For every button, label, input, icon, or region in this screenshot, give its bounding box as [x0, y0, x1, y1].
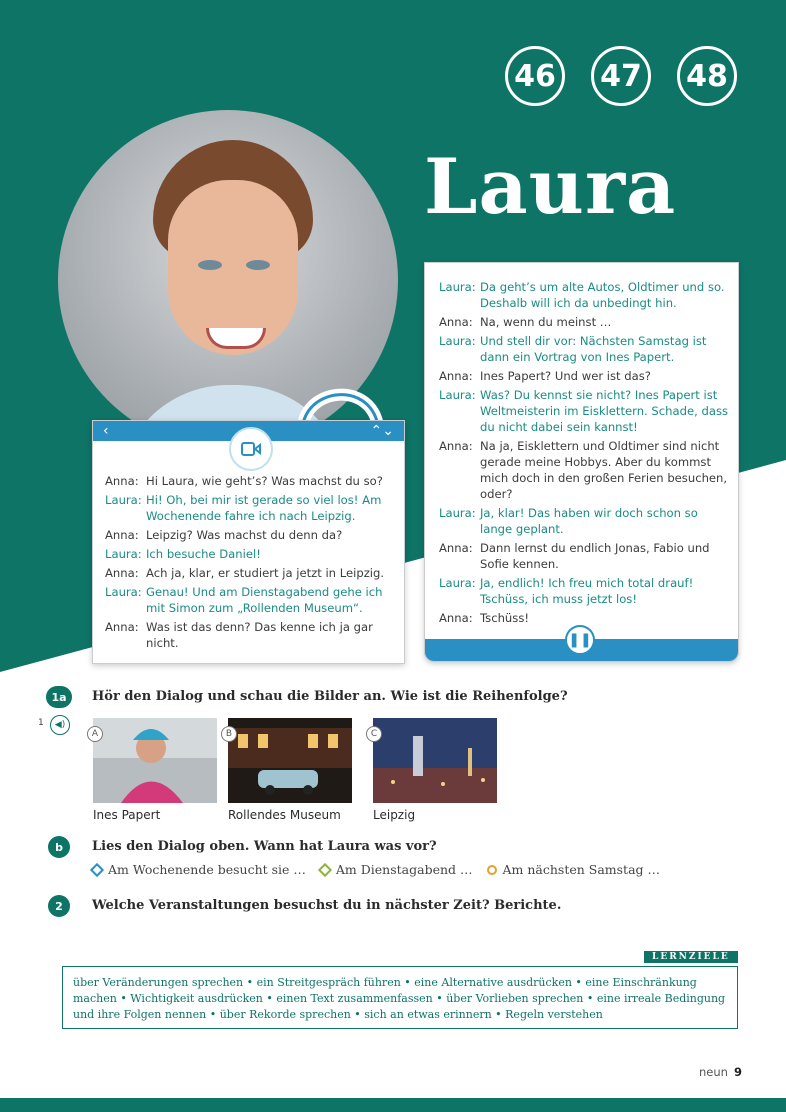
- unit-number-48: 48: [677, 46, 737, 106]
- dialog-line: [105, 619, 395, 651]
- speaker-label: Laura:: [439, 388, 476, 402]
- dialog-line: [439, 438, 729, 502]
- dialog-line: [105, 473, 395, 489]
- picture-ines-papert: [93, 718, 217, 803]
- speaker-label: Anna:: [439, 369, 473, 383]
- dialog-text: Und stell dir vor: Nächsten Samstag ist dann ein Vortrag von Ines Papert.: [480, 334, 707, 364]
- speaker-label: Anna:: [439, 611, 473, 625]
- speaker-label: Laura:: [105, 493, 142, 507]
- task-b-instruction: Lies den Dialog oben. Wann hat Laura was vor?: [92, 839, 437, 854]
- video-camera-icon: [241, 442, 261, 456]
- dialog-text: Hi! Oh, bei mir ist gerade so viel los! Am Wochenende fahre ich nach Leipzig.: [146, 493, 382, 523]
- picture-letter-c: C: [366, 726, 382, 742]
- tablet-chat-window: [424, 262, 739, 662]
- task-number-b: b: [48, 836, 70, 858]
- dialog-text: Tschüss!: [480, 611, 530, 625]
- option-wochenende: Am Wochenende besucht sie …: [92, 862, 306, 877]
- unit-number-47: 47: [591, 46, 651, 106]
- page-title: Laura: [424, 142, 677, 231]
- page-number: neun 9: [699, 1065, 742, 1079]
- speaker-label: Anna:: [439, 439, 473, 453]
- task-number-2: 2: [48, 895, 70, 917]
- dialog-line: [105, 565, 395, 581]
- task-1a-instruction: Hör den Dialog und schau die Bilder an. Wie ist die Reihenfolge?: [92, 689, 568, 704]
- dialog-text: Was? Du kennst sie nicht? Ines Papert ist Weltmeisterin im Eisklettern. Schade, dass du nicht dabei sein kannst!: [480, 388, 729, 434]
- speaker-label: Anna:: [105, 474, 139, 488]
- dialog-text: Leipzig? Was machst du denn da?: [146, 528, 343, 542]
- dialog-text: Na ja, Eisklettern und Oldtimer sind nicht gerade meine Hobbys. Aber du kommst mich doch in den großen Ferien besuchen, oder?: [480, 439, 728, 501]
- dialog-line: [439, 279, 729, 311]
- unit-number-46: 46: [505, 46, 565, 106]
- dialog-text: Da geht’s um alte Autos, Oldtimer und so. Deshalb will ich da unbedingt hin.: [480, 280, 725, 310]
- caption-ines-papert: Ines Papert: [93, 808, 161, 822]
- speaker-label: Laura:: [439, 506, 476, 520]
- dialog-line: [439, 387, 729, 435]
- speaker-label: Anna:: [105, 620, 139, 634]
- dialog-line: [105, 584, 395, 616]
- option-samstag: Am nächsten Samstag …: [487, 862, 661, 877]
- speaker-label: Anna:: [105, 528, 139, 542]
- dialog-text: Ja, endlich! Ich freu mich total drauf! Tschüss, ich muss jetzt los!: [480, 576, 694, 606]
- expand-chevron-icon[interactable]: ⌃⌄: [370, 423, 394, 439]
- dialog-text: Hi Laura, wie geht’s? Was machst du so?: [146, 474, 383, 488]
- dialog-text: Ines Papert? Und wer ist das?: [480, 369, 651, 383]
- dialog-text: Na, wenn du meinst …: [480, 315, 612, 329]
- dialog-text: Was ist das denn? Das kenne ich ja gar nicht.: [146, 620, 373, 650]
- caption-leipzig: Leipzig: [373, 808, 416, 822]
- learning-goals-label: LERNZIELE: [644, 951, 738, 963]
- task-number-1a: 1a: [46, 686, 72, 708]
- speaker-label: Laura:: [439, 576, 476, 590]
- phone-dialog: [105, 473, 395, 654]
- caption-rollendes-museum: Rollendes Museum: [228, 808, 341, 822]
- speaker-label: Anna:: [439, 541, 473, 555]
- audio-speaker-icon[interactable]: ◀): [50, 715, 70, 735]
- dialog-line: [439, 575, 729, 607]
- learning-goals-box: über Veränderungen sprechen • ein Streitgespräch führen • eine Alternative ausdrücken • eine Einschränkung machen • Wichtigkeit ausdrücken • einen Text zusammenfassen • über Vorlieben sprechen • eine irreale Bedingung und ihre Folgen nennen • über Rekorde sprechen • sich an etwas erinnern • Regeln verstehen: [62, 966, 738, 1029]
- tablet-dialog: [439, 279, 729, 629]
- dialog-text: Ja, klar! Das haben wir doch schon so lange geplant.: [480, 506, 698, 536]
- dialog-text: Ach ja, klar, er studiert ja jetzt in Leipzig.: [146, 566, 385, 580]
- dialog-text: Genau! Und am Dienstagabend gehe ich mit Simon zum „Rollenden Museum“.: [146, 585, 383, 615]
- answer-options: [92, 862, 660, 877]
- picture-leipzig: [373, 718, 497, 803]
- dialog-line: [105, 492, 395, 524]
- pause-button[interactable]: ❚❚: [565, 625, 595, 655]
- audio-track-number: 1: [38, 718, 44, 728]
- dialog-line: [439, 333, 729, 365]
- dialog-line: [439, 610, 729, 626]
- option-dienstagabend: Am Dienstagabend …: [320, 862, 473, 877]
- speaker-label: Anna:: [105, 566, 139, 580]
- dialog-line: [105, 527, 395, 543]
- speaker-label: Laura:: [439, 334, 476, 348]
- video-call-button[interactable]: [229, 427, 273, 471]
- dialog-text: Dann lernst du endlich Jonas, Fabio und Sofie kennen.: [480, 541, 710, 571]
- dialog-line: [439, 505, 729, 537]
- dialog-line: [439, 368, 729, 384]
- speaker-label: Laura:: [105, 547, 142, 561]
- back-chevron-icon[interactable]: ‹: [103, 423, 109, 439]
- picture-letter-a: A: [87, 726, 103, 742]
- task-2-instruction: Welche Veranstaltungen besuchst du in nächster Zeit? Berichte.: [92, 898, 562, 913]
- speaker-label: Laura:: [105, 585, 142, 599]
- dialog-line: [105, 546, 395, 562]
- picture-letter-b: B: [221, 726, 237, 742]
- dialog-line: [439, 314, 729, 330]
- phone-chat-window: [92, 420, 405, 664]
- speaker-label: Laura:: [439, 280, 476, 294]
- picture-rollendes-museum: [228, 718, 352, 803]
- dialog-line: [439, 540, 729, 572]
- speaker-label: Anna:: [439, 315, 473, 329]
- dialog-text: Ich besuche Daniel!: [146, 547, 261, 561]
- bottom-bar: [0, 1098, 786, 1112]
